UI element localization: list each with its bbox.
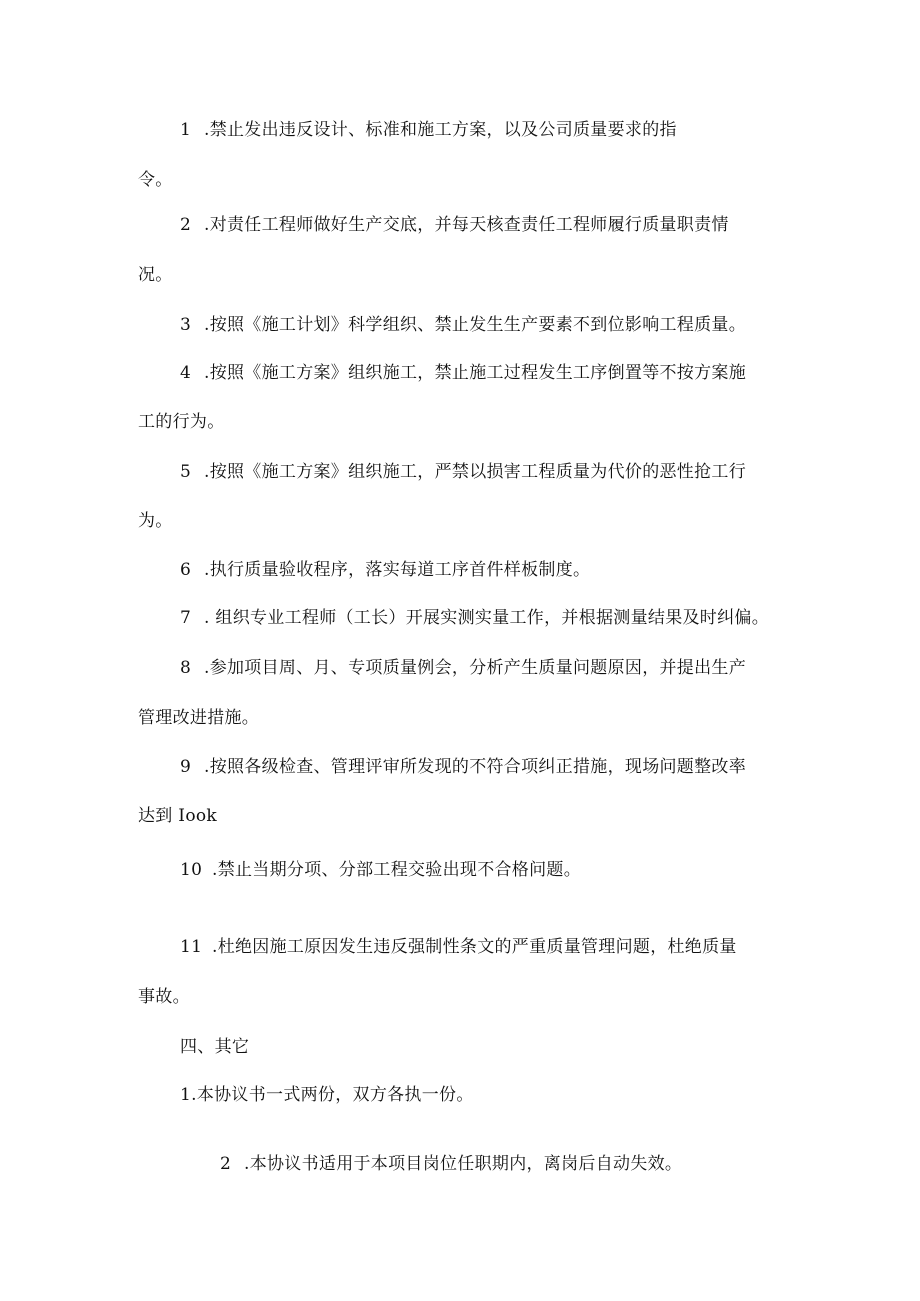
list-item-4 bbox=[180, 361, 746, 385]
list-item-1-continuation: 令。 bbox=[138, 170, 173, 190]
item-number: 8 bbox=[180, 658, 192, 678]
item-text: . 组织专业工程师（工长）开展实测实量工作，并根据测量结果及时纠偏。 bbox=[204, 608, 770, 628]
item-text: .执行质量验收程序，落实每道工序首件样板制度。 bbox=[204, 560, 591, 580]
item-text: .对责任工程师做好生产交底，并每天核查责任工程师履行质量职责情 bbox=[204, 215, 729, 235]
list-item-2 bbox=[180, 213, 729, 237]
item-text: .参加项目周、月、专项质量例会，分析产生质量问题原因，并提出生产 bbox=[204, 658, 747, 678]
list-item-2-continuation: 况。 bbox=[138, 265, 173, 285]
list-item-8 bbox=[180, 656, 746, 680]
list-item-10 bbox=[180, 858, 581, 882]
item-number: 2 bbox=[220, 1154, 232, 1174]
item-number: 4 bbox=[180, 363, 192, 383]
section-heading: 四、其它 bbox=[180, 1037, 250, 1057]
list-item-11 bbox=[180, 935, 737, 959]
item-number: 9 bbox=[180, 757, 192, 777]
list-item-11-continuation: 事故。 bbox=[138, 987, 190, 1007]
item-text: .按照《施工方案》组织施工，严禁以损害工程质量为代价的恶性抢工行 bbox=[204, 462, 747, 482]
list-item-3 bbox=[180, 313, 746, 337]
item-text: .禁止当期分项、分部工程交验出现不合格问题。 bbox=[212, 860, 582, 880]
list-item-9 bbox=[180, 755, 746, 779]
item-number: 10 bbox=[180, 860, 203, 880]
item-number: 5 bbox=[180, 462, 192, 482]
item-text: .按照《施工计划》科学组织、禁止发生生产要素不到位影响工程质量。 bbox=[204, 315, 747, 335]
list-item-8-continuation: 管理改进措施。 bbox=[138, 708, 260, 728]
list-item-6 bbox=[180, 558, 590, 582]
item-number: 1 bbox=[180, 120, 192, 140]
list-item-4-continuation: 工的行为。 bbox=[138, 412, 225, 432]
other-item-2 bbox=[220, 1152, 682, 1176]
list-item-7 bbox=[180, 606, 769, 630]
item-text: .按照各级检查、管理评审所发现的不符合项纠正措施，现场问题整改率 bbox=[204, 757, 747, 777]
item-number: 7 bbox=[180, 608, 192, 628]
list-item-1 bbox=[180, 118, 677, 142]
item-text: .禁止发出违反设计、标准和施工方案，以及公司质量要求的指 bbox=[204, 120, 677, 140]
list-item-5-continuation: 为。 bbox=[138, 511, 173, 531]
item-number: 6 bbox=[180, 560, 192, 580]
list-item-5 bbox=[180, 460, 746, 484]
item-number: 3 bbox=[180, 315, 192, 335]
list-item-9-continuation: 达到 Iook bbox=[138, 806, 217, 826]
item-number: 2 bbox=[180, 215, 192, 235]
other-item-1: 1.本协议书一式两份，双方各执一份。 bbox=[180, 1085, 474, 1105]
item-text: .杜绝因施工原因发生违反强制性条文的严重质量管理问题，杜绝质量 bbox=[212, 937, 737, 957]
item-number: 11 bbox=[180, 937, 203, 957]
item-text: .本协议书适用于本项目岗位任职期内，离岗后自动失效。 bbox=[244, 1154, 683, 1174]
item-text: .按照《施工方案》组织施工，禁止施工过程发生工序倒置等不按方案施 bbox=[204, 363, 747, 383]
